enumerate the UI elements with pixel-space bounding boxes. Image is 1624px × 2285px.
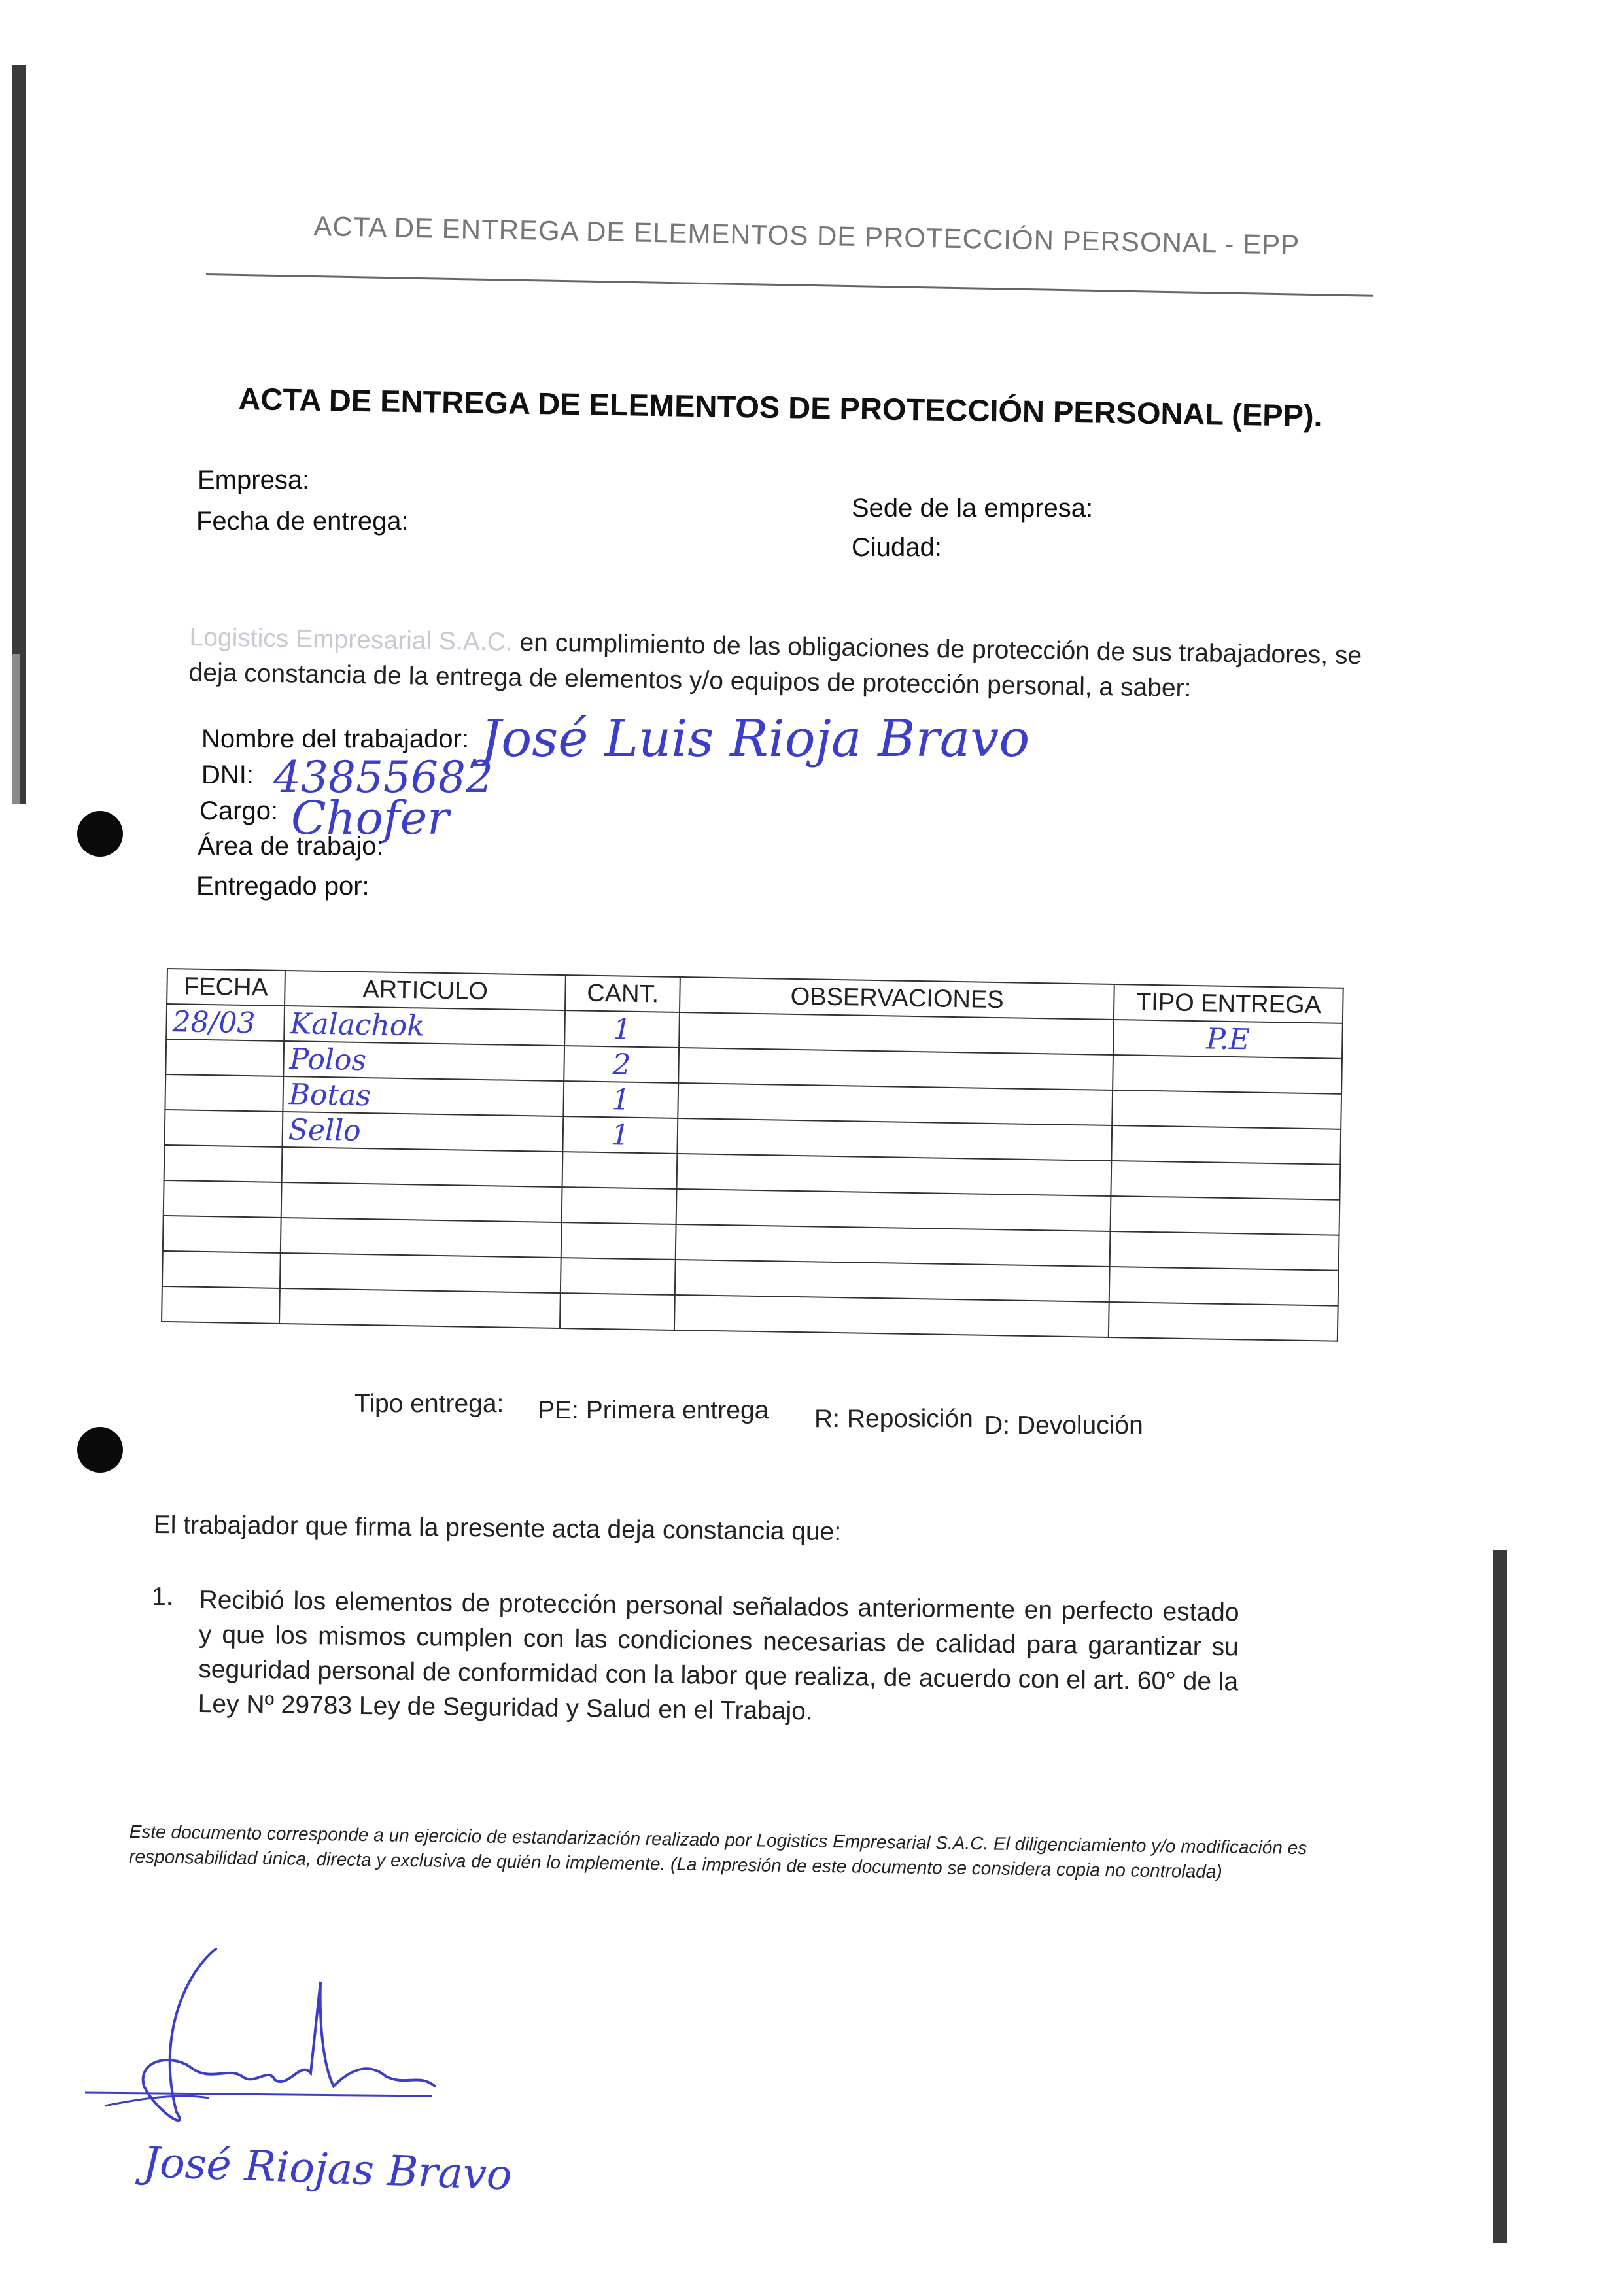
item-number: 1. — [152, 1583, 173, 1611]
document-title: ACTA DE ENTREGA DE ELEMENTOS DE PROTECCIÓN PERSONAL (EPP). — [238, 381, 1323, 434]
company-name: Logistics Empresarial S.A.C. — [189, 623, 513, 657]
cell-articulo: Sello — [282, 1112, 563, 1152]
legend-d: D: Devolución — [984, 1411, 1143, 1439]
signature-scribble — [78, 1936, 484, 2132]
cell-cant — [560, 1293, 675, 1330]
statement-text: El trabajador que firma la presente acta deja constancia que: — [153, 1511, 842, 1547]
nombre-value: José Luis Rioja Bravo — [481, 710, 1030, 768]
cell-cant: 1 — [564, 1081, 679, 1118]
cell-cant — [561, 1222, 676, 1260]
cell-tipo-entrega — [1109, 1302, 1338, 1341]
sede-label: Sede de la empresa: — [852, 494, 1094, 523]
header-divider — [206, 273, 1373, 297]
dni-label: DNI: — [201, 761, 254, 789]
cell-articulo — [281, 1147, 562, 1187]
entregado-label: Entregado por: — [196, 872, 370, 901]
legend-label: Tipo entrega: — [354, 1390, 504, 1418]
cell-fecha — [162, 1251, 281, 1288]
cell-cant — [561, 1258, 676, 1295]
area-label: Área de trabajo: — [198, 832, 384, 861]
cell-articulo: Botas — [283, 1076, 564, 1116]
cell-cant — [562, 1152, 678, 1189]
cell-cant: 1 — [563, 1116, 678, 1154]
cell-fecha — [163, 1216, 281, 1253]
col-articulo: ARTICULO — [285, 971, 566, 1010]
cell-tipo-entrega: P.E — [1113, 1020, 1342, 1059]
cell-articulo — [279, 1288, 561, 1328]
cell-fecha — [164, 1180, 282, 1218]
col-cant: CANT. — [565, 975, 680, 1012]
cell-fecha — [165, 1110, 283, 1147]
punch-hole-bottom — [77, 1427, 123, 1473]
cargo-label: Cargo: — [199, 797, 279, 825]
footnote: Este documento corresponde a un ejercicio de estandarización realizado por Logistics Empresarial S.A.C. El diligenciamiento y/o modificación es responsabilidad única, directa y exclusiva de quién lo implemente. (La impresión de este documento se considera copia no controlada) — [128, 1821, 1307, 1882]
cell-cant: 2 — [564, 1046, 680, 1083]
cell-tipo-entrega — [1110, 1231, 1339, 1271]
cell-tipo-entrega — [1109, 1267, 1338, 1306]
ciudad-label: Ciudad: — [852, 533, 942, 562]
cell-articulo — [281, 1218, 562, 1258]
cell-fecha — [165, 1039, 284, 1076]
cargo-value: Chofer — [291, 791, 449, 845]
legend-pe: PE: Primera entrega — [538, 1396, 769, 1424]
cell-cant: 1 — [564, 1010, 680, 1048]
empresa-label: Empresa: — [198, 466, 310, 494]
nombre-label: Nombre del trabajador: — [201, 725, 470, 753]
cell-articulo: Polos — [283, 1041, 564, 1081]
epp-table — [161, 968, 1344, 1342]
cell-articulo — [281, 1182, 562, 1222]
fecha-entrega-label: Fecha de entrega: — [196, 507, 409, 536]
col-fecha: FECHA — [167, 969, 285, 1006]
cell-tipo-entrega — [1111, 1161, 1340, 1200]
cell-articulo — [280, 1253, 561, 1293]
scan-edge-left-shadow — [12, 654, 20, 804]
cell-fecha: 28/03 — [166, 1004, 285, 1041]
cell-fecha — [164, 1145, 283, 1182]
cell-cant — [562, 1187, 677, 1224]
intro-paragraph — [188, 620, 1373, 709]
intro-text: en cumplimiento de las obligaciones de protección de sus trabajadores, se deja constancia de la entrega de elementos y/o equipos de protección personal, a saber: — [188, 628, 1362, 703]
cell-fecha — [165, 1074, 283, 1112]
col-observaciones: OBSERVACIONES — [680, 977, 1114, 1020]
item-text: Recibió los elementos de protección personal señalados anteriormente en perfecto estado y que los mismos cumplen con las condiciones necesarias de calidad para garantizar su seguridad personal de conformidad con la labor que realiza, de acuerdo con el art. 60° de la Ley Nº 29783 Ley de Seguridad y Salud en el Trabajo. — [198, 1585, 1239, 1726]
header-title: ACTA DE ENTREGA DE ELEMENTOS DE PROTECCIÓN PERSONAL - EPP — [313, 211, 1300, 260]
cell-tipo-entrega — [1111, 1196, 1339, 1235]
legend-r: R: Reposición — [814, 1405, 973, 1433]
cell-tipo-entrega — [1112, 1125, 1341, 1165]
col-tipo-entrega: TIPO ENTREGA — [1114, 984, 1343, 1023]
cell-articulo: Kalachok — [284, 1006, 565, 1046]
dni-value: 43855682 — [273, 752, 493, 802]
scan-edge-right — [1493, 1550, 1507, 2243]
cell-observaciones — [674, 1295, 1109, 1337]
signature-name: José Riojas Bravo — [142, 2139, 513, 2200]
cell-tipo-entrega — [1113, 1055, 1341, 1094]
cell-fecha — [162, 1286, 280, 1324]
cell-tipo-entrega — [1113, 1090, 1341, 1129]
punch-hole-top — [77, 811, 123, 857]
